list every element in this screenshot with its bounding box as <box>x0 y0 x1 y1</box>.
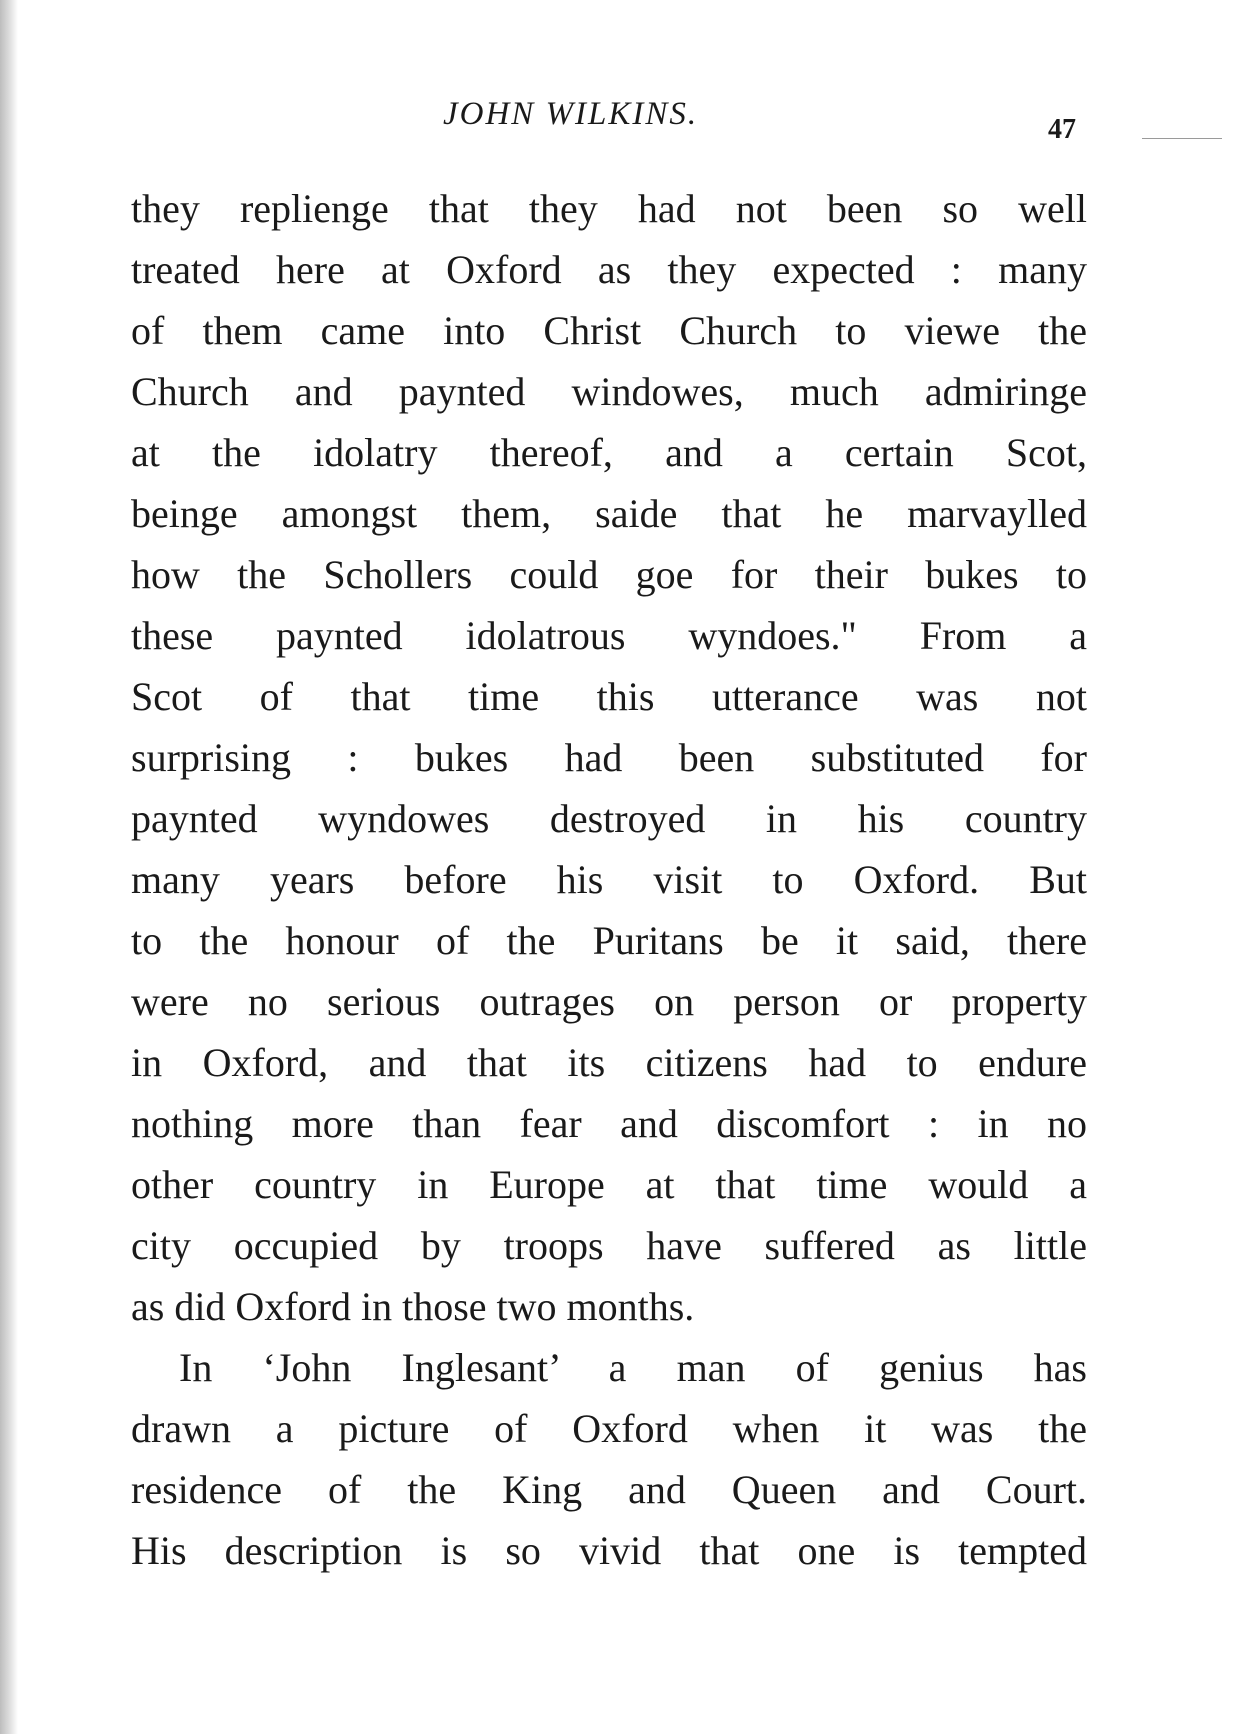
text-line: they repliengе that they had not been so well <box>131 186 1087 231</box>
text-line: nothing more than fear and discomfort : in no <box>131 1101 1087 1146</box>
text-line: at the idolatry thereof, and a certain Scot, <box>131 430 1087 475</box>
text-line: surprising : bukes had been substituted for <box>131 735 1087 780</box>
text-line: beinge amongst them, saide that he marvaylled <box>131 491 1087 536</box>
page-number: 47 <box>1048 114 1076 145</box>
paragraph-end-line: as did Oxford in those two months. <box>131 1284 695 1329</box>
body-text <box>131 178 1087 1581</box>
paragraph-start-line: In ‘John Inglesant’ a man of genius has <box>179 1345 1087 1390</box>
text-line: paynted wyndowes destroyed in his country <box>131 796 1087 841</box>
text-line: drawn a picture of Oxford when it was the <box>131 1406 1087 1451</box>
text-line: Scot of that time this utterance was not <box>131 674 1087 719</box>
text-line: Church and paynted windowes, much admiringe <box>131 369 1087 414</box>
text-line: other country in Europe at that time would a <box>131 1162 1087 1207</box>
running-head <box>0 96 1250 146</box>
text-line: in Oxford, and that its citizens had to endure <box>131 1040 1087 1085</box>
text-line: residence of the King and Queen and Court. <box>131 1467 1087 1512</box>
text-line: His description is so vivid that one is tempted <box>131 1528 1087 1573</box>
margin-rule-mark <box>1142 138 1222 139</box>
text-line: how the Schollers could goe for their bukes to <box>131 552 1087 597</box>
text-line: these paynted idolatrous wyndoes." From a <box>131 613 1087 658</box>
text-line: city occupied by troops have suffered as little <box>131 1223 1087 1268</box>
text-line: many years before his visit to Oxford. But <box>131 857 1087 902</box>
binding-gutter-shadow <box>0 0 18 1734</box>
text-line: of them came into Christ Church to viewe the <box>131 308 1087 353</box>
text-line: to the honour of the Puritans be it said, there <box>131 918 1087 963</box>
text-line: treated here at Oxford as they expected : many <box>131 247 1087 292</box>
text-line: were no serious outrages on person or property <box>131 979 1087 1024</box>
running-title: JOHN WILKINS. <box>443 96 699 132</box>
